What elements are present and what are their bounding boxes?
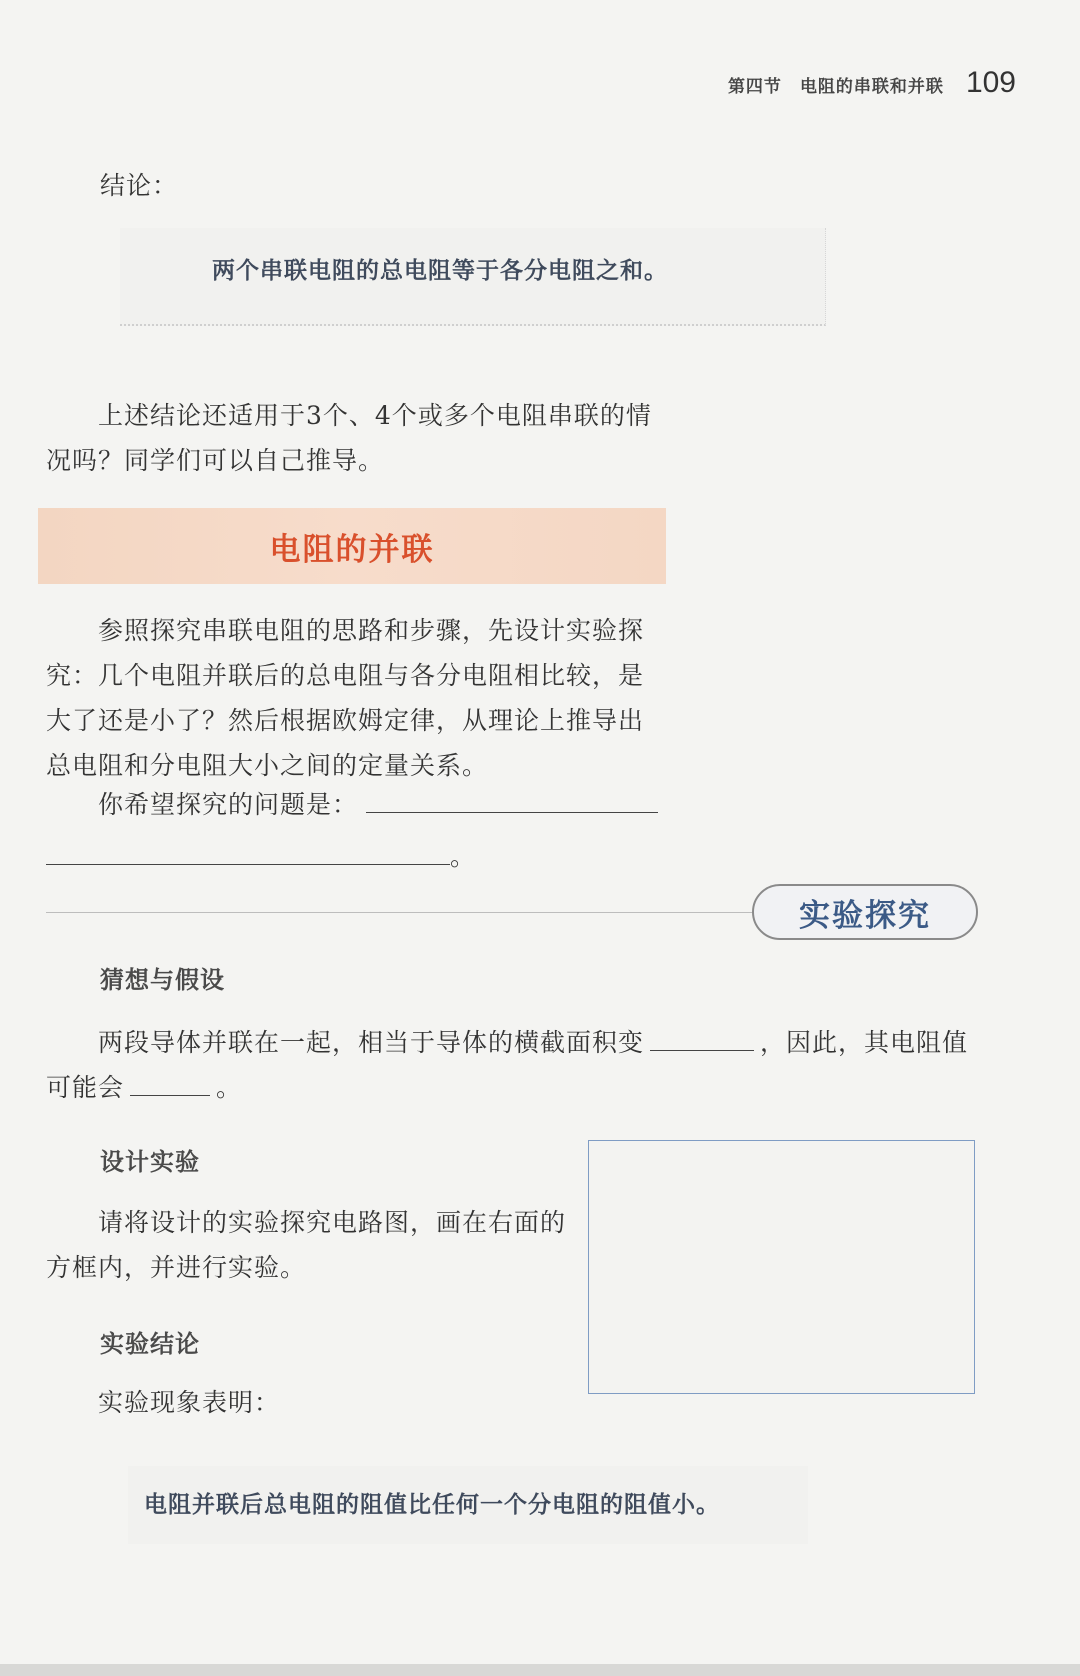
result-heading: 实验结论 bbox=[100, 1330, 200, 1358]
experiment-tag-label: 实验探究 bbox=[799, 897, 931, 934]
answer-blank[interactable] bbox=[366, 811, 658, 813]
hypothesis-heading: 猜想与假设 bbox=[100, 966, 225, 994]
conclusion-label: 结论： bbox=[100, 171, 179, 200]
parallel-conclusion-statement: 电阻并联后总电阻的阻值比任何一个分电阻的阻值小。 bbox=[144, 1492, 720, 1518]
page-number: 109 bbox=[965, 66, 1016, 99]
section-banner bbox=[38, 508, 666, 584]
paragraph-series-extension: 上述结论还适用于3个、4个或多个电阻串联的情况吗？同学们可以自己推导。 bbox=[46, 401, 652, 475]
experiment-divider bbox=[46, 912, 756, 913]
section-banner-title: 电阻的并联 bbox=[269, 531, 435, 568]
series-conclusion-statement: 两个串联电阻的总电阻等于各分电阻之和。 bbox=[212, 258, 668, 284]
page-bottom-edge bbox=[0, 1664, 1080, 1676]
answer-blank-continued[interactable] bbox=[46, 863, 450, 865]
question-continuation-line bbox=[46, 834, 476, 879]
parallel-conclusion-box bbox=[128, 1466, 808, 1544]
design-heading: 设计实验 bbox=[100, 1148, 200, 1176]
phenomenon-label: 实验现象表明： bbox=[98, 1388, 281, 1417]
circuit-drawing-box[interactable] bbox=[588, 1140, 975, 1394]
design-paragraph: 请将设计的实验探究电路图，画在右面的方框内，并进行实验。 bbox=[46, 1208, 567, 1282]
question-prompt: 你希望探究的问题是： bbox=[98, 790, 359, 819]
experiment-tag bbox=[752, 884, 978, 940]
section-heading bbox=[728, 72, 944, 97]
hypothesis-text-middle: ，因此，其电阻值可能会 bbox=[46, 1028, 969, 1102]
hypothesis-paragraph bbox=[46, 1020, 976, 1110]
series-conclusion-box bbox=[120, 228, 826, 326]
resistance-change-blank[interactable] bbox=[130, 1094, 210, 1096]
page-header bbox=[728, 66, 1016, 100]
section-title: 电阻的串联和并联 bbox=[799, 77, 944, 97]
question-end-mark: 。 bbox=[450, 842, 477, 871]
section-number: 第四节 bbox=[727, 77, 782, 97]
area-change-blank[interactable] bbox=[650, 1049, 754, 1051]
question-prompt-line bbox=[98, 782, 658, 827]
hypothesis-text-before: 两段导体并联在一起，相当于导体的横截面积变 bbox=[98, 1028, 645, 1057]
hypothesis-text-end: 。 bbox=[216, 1073, 243, 1102]
paragraph-parallel-intro: 参照探究串联电阻的思路和步骤，先设计实验探究：几个电阻并联后的总电阻与各分电阻相比较，是大了还是小了？然后根据欧姆定律，从理论上推导出总电阻和分电阻大小之间的定量关系。 bbox=[46, 616, 645, 780]
